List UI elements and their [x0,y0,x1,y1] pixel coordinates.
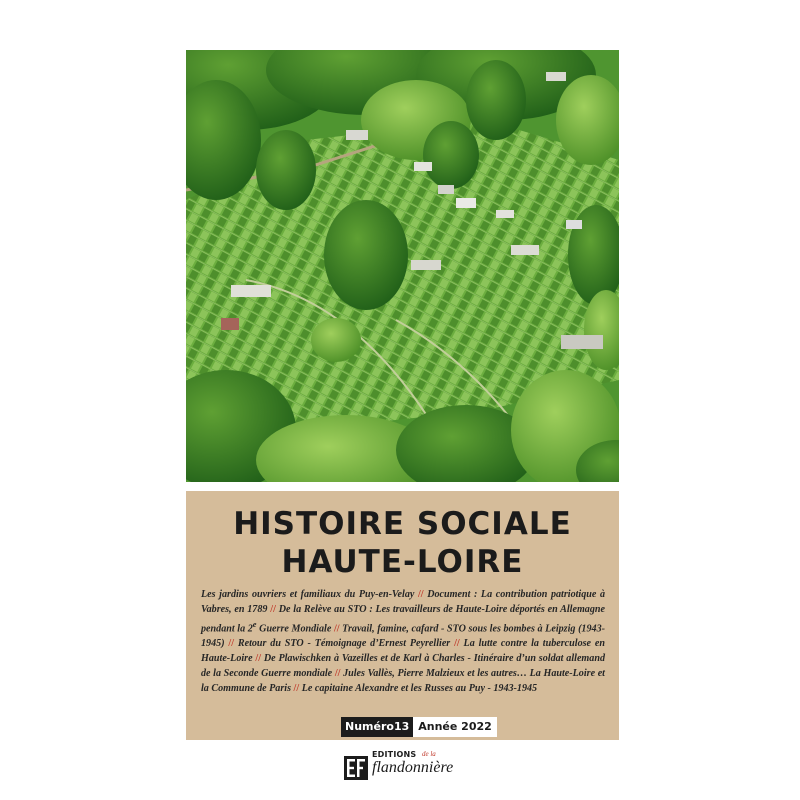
publisher-logo [344,750,492,780]
article-title: De la Relève au STO : Les travailleurs de Haute-Loire déportés en Allemagne pendant la 2 [201,603,605,635]
separator: // [454,638,460,650]
article-title: Travail, famine, cafard - STO sous les bombes à Leipzig (1943-1945) [201,623,605,650]
publisher-name: flandonnière [372,759,454,776]
issue-number: Numéro13 [341,717,413,737]
article-title: Document : La contribution patriotique à Vabres, en 1789 [201,589,606,615]
article-title-tail: Guerre Mondiale [256,623,332,635]
ordinal-superscript: e [252,619,257,629]
article-title: La lutte contre la tuberculose en Haute-Loire [201,638,605,664]
contents-summary [201,588,605,697]
ef-monogram-icon [344,756,368,780]
separator: // [228,638,235,650]
title-panel [186,491,619,740]
publisher-de-la: de la [422,750,436,758]
article-title: De Plawischken à Vazeilles et de Karl à Charles - Itinéraire d’un soldat allemand de la Seconde Guerre mondiale [201,652,605,679]
article-title: Jules Vallès, Pierre Malzieux et les autres… La Haute-Loire et la Commune de Paris [201,667,605,694]
article-title: Les jardins ouvriers et familiaux du Puy-en-Velay [201,589,415,600]
separator: // [334,667,341,679]
issue-label [341,717,497,737]
cover-photo-allotment-gardens [186,50,619,482]
separator: // [270,603,276,615]
separator: // [255,652,262,664]
cover-title-line-2: HAUTE-LOIRE [281,544,524,580]
publisher-wordmark [372,750,492,780]
publisher-editions: EDITIONS [372,750,417,759]
separator: // [417,589,424,600]
book-cover [186,50,619,740]
garden-aerial-illustration [186,50,619,482]
issue-year: Année 2022 [413,717,497,737]
article-title: Le capitaine Alexandre et les Russes au Puy - 1943-1945 [301,682,538,694]
article-title: Retour du STO - Témoignage d’Ernest Peyrellier [237,638,451,650]
separator: // [293,682,300,694]
cover-title-line-1: HISTOIRE SOCIALE [233,506,572,542]
separator: // [333,623,340,635]
